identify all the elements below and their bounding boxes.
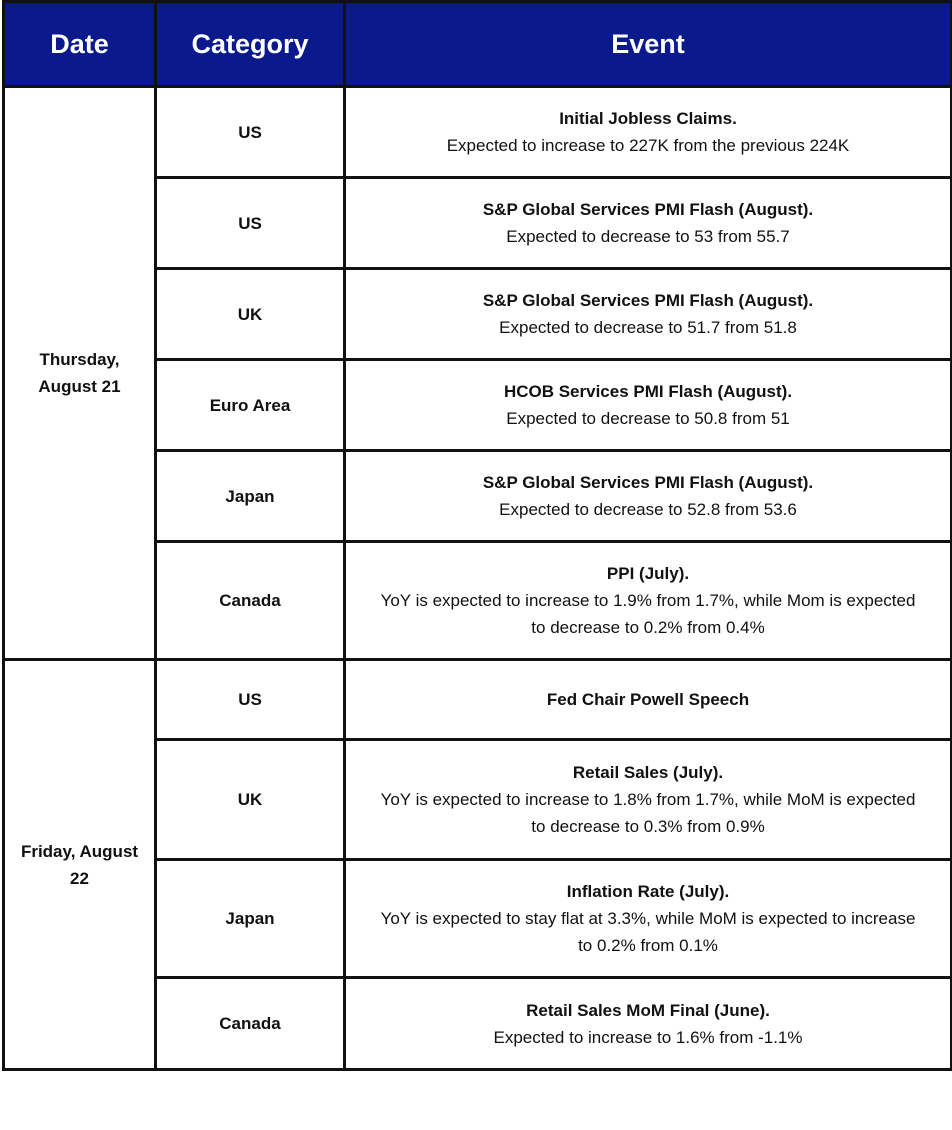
- event-cell: [345, 740, 952, 860]
- date-cell-friday: Friday, August 22: [4, 660, 156, 1070]
- event-title: S&P Global Services PMI Flash (August).: [482, 473, 814, 492]
- event-cell: [345, 87, 952, 178]
- event-title: Retail Sales (July).: [572, 763, 724, 782]
- category-cell: Euro Area: [156, 360, 345, 451]
- event-title: Initial Jobless Claims.: [559, 109, 737, 128]
- event-cell: [345, 269, 952, 360]
- header-row: [4, 2, 952, 87]
- header-category: Category: [156, 2, 345, 87]
- economic-calendar-table: [2, 0, 952, 1071]
- date-cell-thursday: Thursday, August 21: [4, 87, 156, 660]
- category-cell: US: [156, 87, 345, 178]
- category-cell: UK: [156, 740, 345, 860]
- event-detail: Expected to decrease to 52.8 from 53.6: [499, 500, 797, 519]
- category-cell: Canada: [156, 978, 345, 1070]
- category-cell: UK: [156, 269, 345, 360]
- event-cell: [345, 178, 952, 269]
- event-title: Inflation Rate (July).: [566, 882, 730, 901]
- event-title: S&P Global Services PMI Flash (August).: [482, 200, 814, 219]
- event-detail: Expected to decrease to 50.8 from 51: [506, 409, 790, 428]
- event-title: S&P Global Services PMI Flash (August).: [482, 291, 814, 310]
- category-cell: Japan: [156, 860, 345, 978]
- event-detail: Expected to decrease to 51.7 from 51.8: [499, 318, 797, 337]
- table-row: [4, 87, 952, 178]
- event-detail: YoY is expected to increase to 1.8% from 1.7%, while MoM is expected to decrease to 0.3% from 0.9%: [380, 790, 916, 836]
- event-cell: [345, 860, 952, 978]
- event-title: HCOB Services PMI Flash (August).: [503, 382, 793, 401]
- event-detail: YoY is expected to stay flat at 3.3%, while MoM is expected to increase to 0.2% from 0.1%: [380, 909, 916, 955]
- event-detail: Expected to increase to 1.6% from -1.1%: [493, 1027, 803, 1047]
- category-cell: US: [156, 178, 345, 269]
- event-cell: [345, 542, 952, 660]
- event-cell: [345, 660, 952, 740]
- event-title: PPI (July).: [606, 564, 690, 583]
- category-cell: Japan: [156, 451, 345, 542]
- event-detail: Expected to decrease to 53 from 55.7: [506, 227, 790, 246]
- event-cell: [345, 451, 952, 542]
- event-cell: [345, 978, 952, 1070]
- category-cell: Canada: [156, 542, 345, 660]
- header-event: Event: [345, 2, 952, 87]
- event-cell: [345, 360, 952, 451]
- header-date: Date: [4, 2, 156, 87]
- event-title: Fed Chair Powell Speech: [546, 690, 750, 709]
- event-detail: YoY is expected to increase to 1.9% from 1.7%, while Mom is expected to decrease to 0.2% from 0.4%: [380, 591, 916, 637]
- table-row: [4, 660, 952, 740]
- event-title: Retail Sales MoM Final (June).: [526, 1000, 770, 1020]
- event-detail: Expected to increase to 227K from the previous 224K: [446, 136, 850, 155]
- category-cell: US: [156, 660, 345, 740]
